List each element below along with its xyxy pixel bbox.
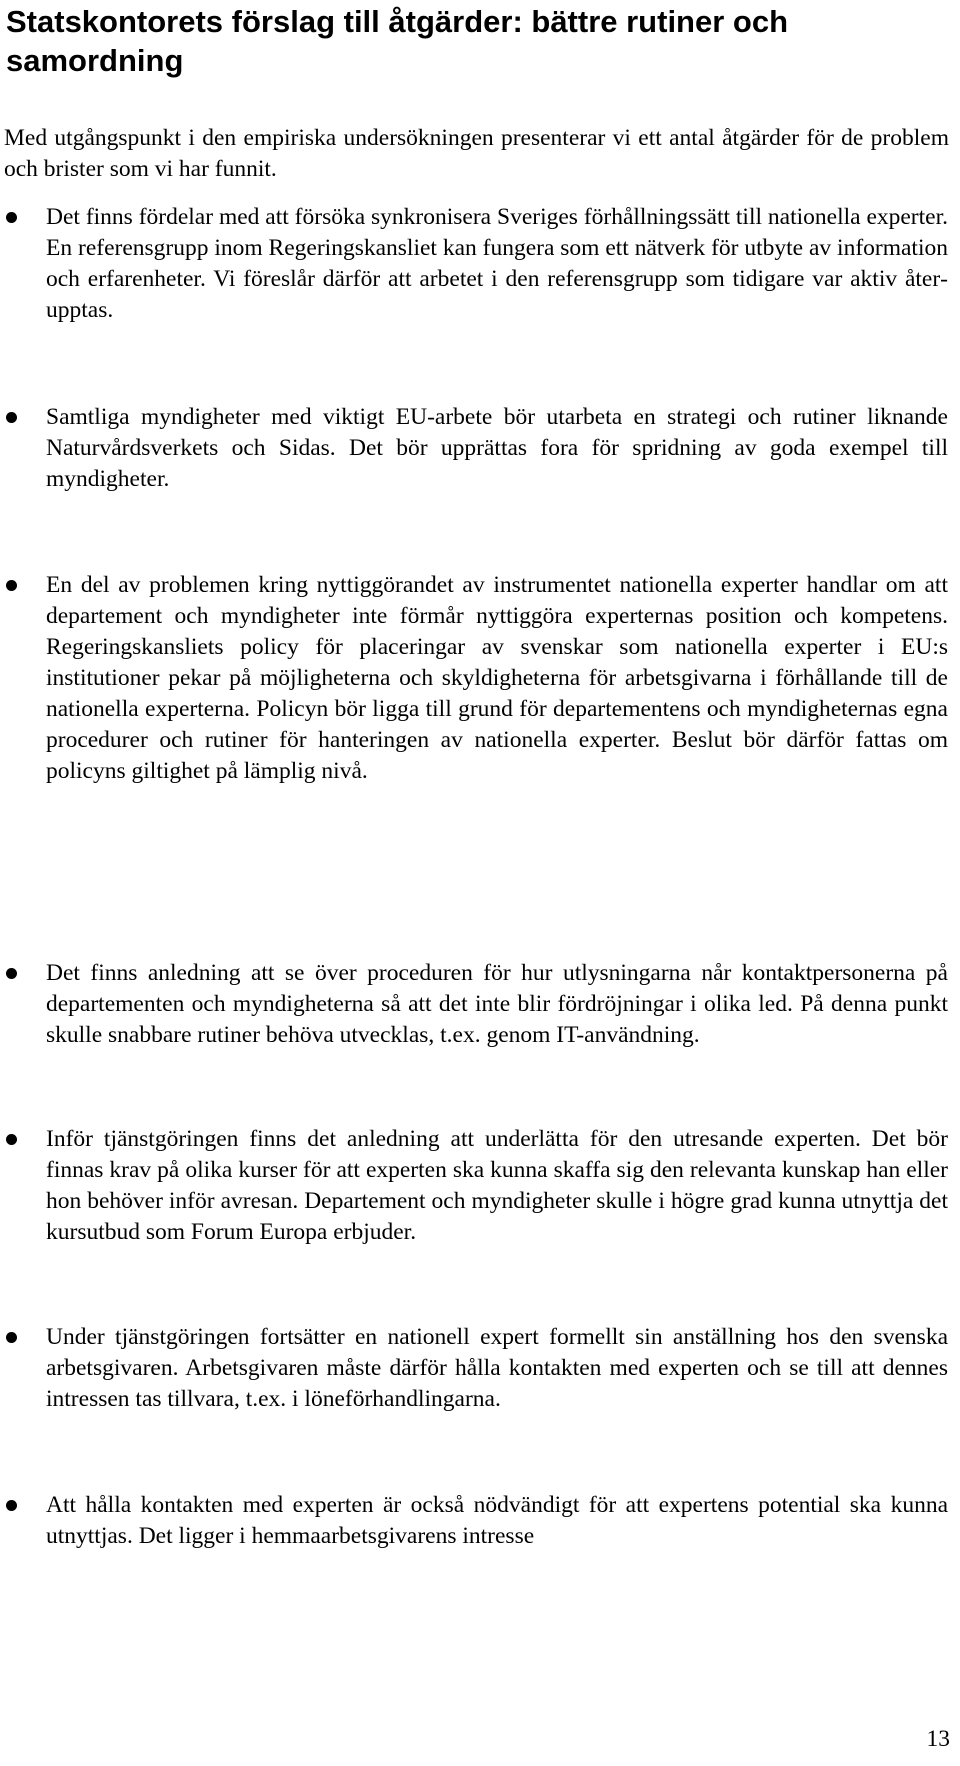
intro-paragraph: Med utgångspunkt i den empiriska undersökningen presenterar vi ett antal åtgärder för de problem och brister som vi har funnit. (4, 125, 949, 182)
bullet-icon (6, 580, 17, 591)
proposal-text: En del av problemen kring nyttiggörandet av instrumentet nationella experter handlar om att departement och myndigheter inte förmår nyttiggöra experternas position och kompetens. Regeringskansliets policy för placeringar av svenskar som nationella experter i EU:s institutioner pekar på möjligheterna och skyldigheterna för arbetsgivarna i förhållande till de nationella experterna. Policyn bör ligga till grund för departementens och myndigheternas egna procedurer och rutiner för hanteringen av nationella experter. Beslut bör därför fattas om policyns giltighet på lämplig nivå. (46, 572, 948, 784)
proposal-text: Det finns anledning att se över proceduren för hur utlysningarna når kontaktpersonerna på departementen och myndigheterna så att det inte blir fördröjningar i olika led. På denna punkt skulle snabbare rutiner behöva utvecklas, t.ex. genom IT-användning. (46, 960, 948, 1048)
proposal-text: Under tjänstgöringen fortsätter en nationell expert formellt sin anställning hos den svenska arbetsgivaren. Arbetsgivaren måste därför hålla kontakten med experten och se till att dennes intressen tas tillvara, t.ex. i löneförhandlingarna. (46, 1324, 948, 1412)
bullet-icon (6, 412, 17, 423)
bullet-icon (6, 1500, 17, 1511)
proposal-text: Det finns fördelar med att försöka synkronisera Sveriges förhållningssätt till nationella experter. En referensgrupp inom Regeringskansliet kan fungera som ett nätverk för utbyte av information och erfarenheter. Vi föreslår därför att arbetet i den referensgrupp som tidigare var aktiv återupptas. (46, 204, 948, 323)
section-heading: Statskontorets förslag till åtgärder: bättre rutiner och samordning (6, 4, 789, 78)
bullet-icon (6, 212, 17, 223)
proposal-text: Inför tjänstgöringen finns det anledning att underlätta för den utresande experten. Det bör finnas krav på olika kurser för att experten ska kunna skaffa sig den relevanta kunskap han eller hon behöver inför avresan. Departement och myndigheter skulle i högre grad kunna utnyttja det kursutbud som Forum Europa erbjuder. (46, 1126, 948, 1245)
page-number: 13 (926, 1726, 950, 1752)
bullet-icon (6, 1332, 17, 1343)
proposal-text: Att hålla kontakten med experten är också nödvändigt för att expertens potential ska kunna utnyttjas. Det ligger i hemmaarbetsgivarens intresse (46, 1492, 948, 1549)
proposal-text: Samtliga myndigheter med viktigt EU-arbete bör utarbeta en strategi och rutiner liknande Naturvårdsverkets och Sidas. Det bör upprättas fora för spridning av goda exempel till myndigheter. (46, 404, 948, 492)
bullet-icon (6, 968, 17, 979)
bullet-icon (6, 1134, 17, 1145)
